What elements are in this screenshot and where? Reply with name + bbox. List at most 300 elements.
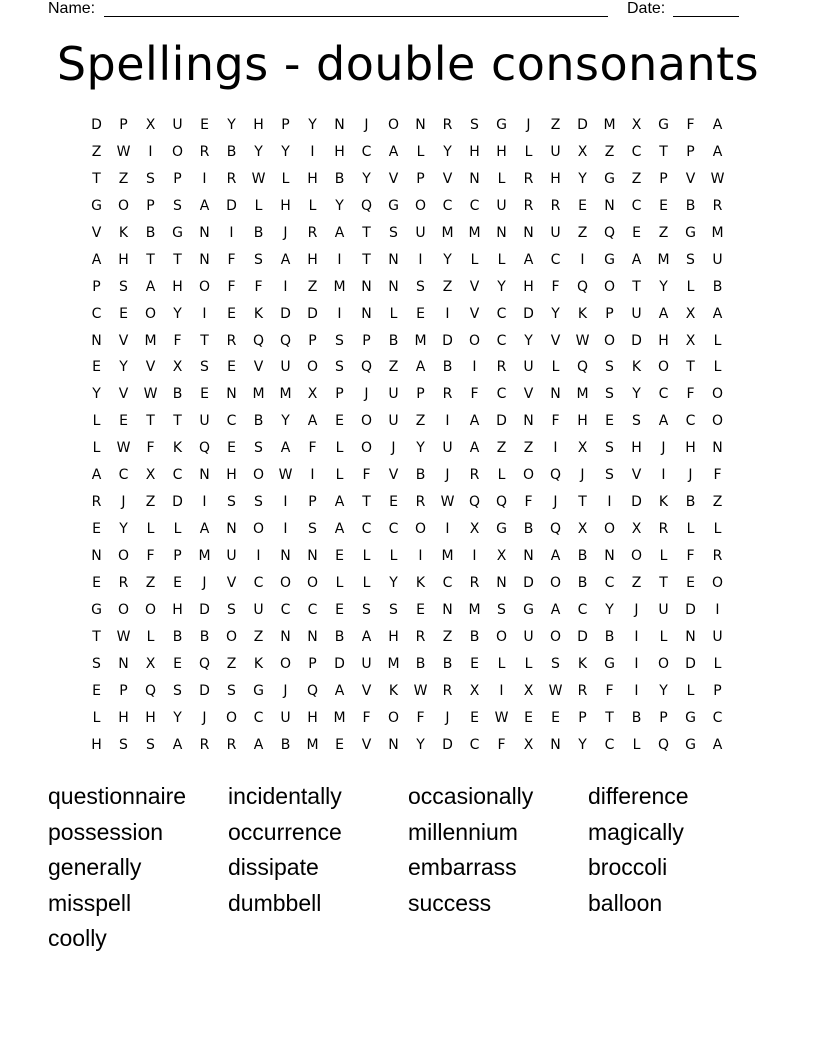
grid-letter: P bbox=[308, 494, 317, 511]
grid-letter: A bbox=[334, 682, 345, 699]
grid-letter: P bbox=[119, 117, 128, 133]
grid-letter: X bbox=[145, 467, 156, 484]
grid-letter: K bbox=[388, 682, 399, 699]
grid-letter: L bbox=[497, 170, 506, 187]
grid-letter: A bbox=[550, 601, 561, 618]
grid-letter: E bbox=[632, 224, 641, 241]
grid-letter: M bbox=[333, 278, 346, 295]
grid-letter: S bbox=[497, 601, 506, 618]
grid-letter: S bbox=[389, 601, 398, 618]
grid-letter: N bbox=[199, 467, 210, 484]
grid-letter: X bbox=[577, 521, 588, 538]
grid-letter: H bbox=[253, 117, 264, 133]
grid-letter: D bbox=[496, 413, 507, 430]
grid-letter: X bbox=[685, 305, 696, 322]
grid-letter: E bbox=[416, 305, 425, 322]
grid-letter: N bbox=[388, 278, 399, 295]
grid-letter: K bbox=[577, 655, 588, 672]
grid-letter: I bbox=[202, 305, 207, 322]
grid-letter: H bbox=[307, 709, 318, 726]
grid-letter: X bbox=[496, 548, 507, 564]
grid-letter: M bbox=[387, 655, 400, 672]
grid-letter: C bbox=[550, 251, 561, 268]
grid-letter: A bbox=[712, 117, 723, 133]
grid-letter: B bbox=[442, 655, 453, 672]
grid-letter: S bbox=[254, 440, 263, 457]
grid-letter: Z bbox=[712, 494, 723, 511]
grid-letter: Z bbox=[442, 278, 453, 295]
grid-letter: V bbox=[469, 305, 480, 322]
grid-letter: C bbox=[658, 386, 669, 403]
grid-letter: T bbox=[659, 574, 668, 591]
grid-letter: N bbox=[334, 117, 345, 133]
grid-letter: H bbox=[496, 143, 507, 160]
grid-letter: I bbox=[310, 467, 315, 484]
grid-letter: Z bbox=[415, 413, 426, 430]
grid-letter: O bbox=[198, 278, 211, 295]
grid-letter: Z bbox=[604, 143, 615, 160]
word-list-item: incidentally bbox=[228, 783, 342, 809]
grid-letter: X bbox=[172, 359, 183, 376]
grid-letter: E bbox=[119, 305, 128, 322]
grid-letter: N bbox=[199, 224, 210, 241]
grid-letter: X bbox=[577, 143, 588, 160]
grid-letter: I bbox=[634, 655, 639, 672]
grid-letter: M bbox=[252, 386, 265, 403]
grid-letter: J bbox=[526, 117, 531, 133]
grid-letter: Q bbox=[576, 278, 589, 295]
grid-letter: R bbox=[118, 574, 129, 591]
grid-letter: S bbox=[605, 467, 614, 484]
grid-letter: I bbox=[661, 467, 666, 484]
grid-letter: T bbox=[362, 494, 371, 511]
grid-letter: B bbox=[604, 628, 615, 645]
grid-letter: U bbox=[415, 224, 426, 241]
grid-letter: E bbox=[92, 574, 101, 591]
grid-letter: M bbox=[414, 332, 427, 349]
grid-letter: F bbox=[227, 278, 236, 295]
grid-letter: D bbox=[226, 197, 237, 214]
grid-letter: R bbox=[658, 521, 669, 538]
grid-letter: A bbox=[199, 197, 210, 214]
grid-row bbox=[83, 275, 733, 302]
grid-letter: E bbox=[92, 521, 101, 538]
grid-letter: A bbox=[361, 628, 372, 645]
grid-letter: C bbox=[118, 467, 129, 484]
grid-letter: X bbox=[469, 521, 480, 538]
grid-letter: S bbox=[335, 332, 344, 349]
grid-letter: S bbox=[173, 197, 182, 214]
grid-letter: K bbox=[658, 494, 669, 511]
grid-letter: Q bbox=[306, 682, 319, 699]
grid-letter: O bbox=[603, 278, 616, 295]
date-label: Date: bbox=[627, 0, 666, 17]
grid-letter: Z bbox=[631, 170, 642, 187]
grid-letter: D bbox=[631, 494, 642, 511]
grid-letter: B bbox=[226, 143, 237, 160]
grid-letter: L bbox=[497, 655, 506, 672]
grid-letter: H bbox=[226, 467, 237, 484]
grid-row bbox=[83, 679, 733, 706]
grid-letter: I bbox=[283, 494, 288, 511]
grid-letter: Y bbox=[92, 386, 101, 403]
grid-letter: H bbox=[550, 170, 561, 187]
grid-letter: A bbox=[631, 251, 642, 268]
grid-letter: N bbox=[361, 278, 372, 295]
grid-letter: E bbox=[119, 413, 128, 430]
grid-letter: T bbox=[659, 143, 668, 160]
grid-letter: C bbox=[226, 413, 237, 430]
grid-letter: Q bbox=[549, 467, 562, 484]
grid-letter: A bbox=[145, 278, 156, 295]
grid-letter: O bbox=[603, 521, 616, 538]
grid-letter: N bbox=[91, 332, 102, 349]
word-list-item: success bbox=[408, 889, 492, 916]
word-list-item: possession bbox=[48, 818, 164, 845]
grid-letter: A bbox=[658, 413, 669, 430]
grid-letter: T bbox=[578, 494, 587, 511]
grid-letter: W bbox=[710, 170, 725, 187]
grid-letter: O bbox=[360, 413, 373, 430]
grid-letter: M bbox=[441, 224, 454, 241]
grid-letter: Z bbox=[631, 574, 642, 591]
grid-letter: R bbox=[712, 548, 723, 564]
grid-letter: O bbox=[225, 709, 238, 726]
grid-letter: C bbox=[685, 413, 696, 430]
grid-letter: F bbox=[713, 467, 722, 484]
grid-letter: M bbox=[468, 601, 481, 618]
word-list-item: misspell bbox=[48, 889, 132, 916]
grid-letter: M bbox=[468, 224, 481, 241]
grid-letter: Y bbox=[551, 305, 560, 322]
grid-letter: C bbox=[442, 197, 453, 214]
grid-letter: N bbox=[550, 386, 561, 403]
grid-letter: P bbox=[416, 386, 425, 403]
grid-letter: N bbox=[226, 521, 237, 538]
word-list-item: questionnaire bbox=[48, 783, 187, 809]
grid-row bbox=[83, 733, 733, 760]
grid-letter: A bbox=[334, 224, 345, 241]
grid-letter: J bbox=[283, 224, 288, 241]
grid-letter: N bbox=[685, 628, 696, 645]
grid-letter: U bbox=[658, 601, 669, 618]
grid-letter: D bbox=[199, 682, 210, 699]
grid-letter: E bbox=[173, 574, 182, 591]
grid-letter: I bbox=[283, 278, 288, 295]
grid-letter: F bbox=[551, 413, 560, 430]
word-list-item: coolly bbox=[48, 925, 107, 951]
grid-letter: Z bbox=[496, 440, 507, 457]
grid-letter: I bbox=[472, 548, 477, 564]
grid-letter: A bbox=[253, 736, 264, 753]
grid-row bbox=[83, 625, 733, 652]
grid-letter: P bbox=[335, 386, 344, 403]
grid-letter: I bbox=[337, 305, 342, 322]
grid-letter: J bbox=[580, 467, 585, 484]
grid-letter: O bbox=[306, 359, 319, 376]
grid-letter: M bbox=[144, 332, 157, 349]
grid-letter: N bbox=[280, 548, 291, 564]
grid-letter: R bbox=[712, 197, 723, 214]
word-list-item: millennium bbox=[408, 818, 518, 845]
grid-letter: B bbox=[334, 170, 345, 187]
grid-letter: L bbox=[254, 197, 263, 214]
grid-letter: W bbox=[278, 467, 293, 484]
grid-letter: V bbox=[388, 467, 399, 484]
grid-letter: E bbox=[470, 709, 479, 726]
grid-letter: F bbox=[173, 332, 182, 349]
grid-letter: E bbox=[200, 386, 209, 403]
grid-letter: S bbox=[119, 736, 128, 753]
grid-letter: I bbox=[148, 143, 153, 160]
grid-letter: S bbox=[686, 251, 695, 268]
grid-letter: U bbox=[496, 197, 507, 214]
grid-letter: H bbox=[91, 736, 102, 753]
grid-letter: E bbox=[605, 413, 614, 430]
grid-row bbox=[83, 463, 733, 490]
grid-letter: N bbox=[496, 224, 507, 241]
grid-letter: Q bbox=[468, 494, 481, 511]
grid-letter: U bbox=[226, 548, 237, 564]
grid-letter: U bbox=[199, 413, 210, 430]
name-field-line[interactable] bbox=[104, 0, 608, 17]
grid-letter: M bbox=[306, 736, 319, 753]
grid-letter: R bbox=[442, 682, 453, 699]
grid-letter: R bbox=[523, 170, 534, 187]
grid-letter: R bbox=[496, 359, 507, 376]
grid-letter: A bbox=[712, 305, 723, 322]
grid-letter: L bbox=[308, 197, 317, 214]
grid-letter: Z bbox=[442, 628, 453, 645]
word-list-item: dissipate bbox=[228, 854, 319, 880]
grid-letter: A bbox=[712, 143, 723, 160]
grid-letter: Y bbox=[362, 170, 371, 187]
grid-letter: D bbox=[307, 305, 318, 322]
word-list-item: difference bbox=[588, 783, 689, 809]
grid-letter: B bbox=[577, 574, 588, 591]
grid-letter: W bbox=[548, 682, 563, 699]
grid-letter: E bbox=[524, 709, 533, 726]
grid-letter: A bbox=[280, 251, 291, 268]
grid-letter: P bbox=[605, 305, 614, 322]
grid-letter: V bbox=[361, 736, 372, 753]
grid-letter: B bbox=[172, 628, 183, 645]
grid-letter: E bbox=[335, 548, 344, 564]
grid-letter: I bbox=[445, 413, 450, 430]
grid-letter: Y bbox=[632, 386, 641, 403]
grid-letter: B bbox=[253, 413, 264, 430]
grid-letter: D bbox=[685, 601, 696, 618]
grid-letter: Y bbox=[119, 359, 128, 376]
grid-letter: R bbox=[469, 467, 480, 484]
grid-letter: U bbox=[172, 117, 183, 133]
grid-letter: A bbox=[280, 440, 291, 457]
grid-letter: B bbox=[388, 332, 399, 349]
grid-letter: W bbox=[116, 440, 131, 457]
grid-letter: J bbox=[364, 386, 369, 403]
grid-letter: V bbox=[118, 386, 129, 403]
grid-letter: I bbox=[499, 682, 504, 699]
grid-letter: H bbox=[469, 143, 480, 160]
grid-letter: R bbox=[307, 224, 318, 241]
grid-letter: F bbox=[362, 467, 371, 484]
grid-row bbox=[83, 436, 733, 463]
grid-row bbox=[83, 167, 733, 194]
grid-letter: F bbox=[146, 440, 155, 457]
grid-letter: A bbox=[307, 413, 318, 430]
grid-letter: Y bbox=[119, 521, 128, 538]
grid-letter: I bbox=[715, 601, 720, 618]
grid-letter: S bbox=[200, 359, 209, 376]
grid-letter: C bbox=[631, 197, 642, 214]
grid-letter: B bbox=[199, 628, 210, 645]
grid-letter: O bbox=[522, 467, 535, 484]
grid-letter: E bbox=[470, 655, 479, 672]
grid-letter: N bbox=[712, 440, 723, 457]
grid-letter: Y bbox=[227, 117, 236, 133]
grid-letter: Y bbox=[605, 601, 614, 618]
grid-letter: R bbox=[550, 197, 561, 214]
grid-letter: P bbox=[119, 682, 128, 699]
grid-letter: C bbox=[280, 601, 291, 618]
grid-letter: C bbox=[361, 143, 372, 160]
grid-letter: G bbox=[685, 736, 696, 753]
grid-letter: S bbox=[227, 494, 236, 511]
grid-letter: N bbox=[199, 251, 210, 268]
grid-letter: M bbox=[333, 709, 346, 726]
grid-row bbox=[83, 598, 733, 625]
grid-letter: L bbox=[497, 467, 506, 484]
grid-letter: L bbox=[686, 278, 695, 295]
grid-letter: N bbox=[550, 736, 561, 753]
grid-letter: H bbox=[388, 628, 399, 645]
grid-letter: X bbox=[523, 682, 534, 699]
grid-letter: T bbox=[605, 709, 614, 726]
grid-letter: S bbox=[146, 736, 155, 753]
word-list-item: embarrass bbox=[408, 854, 517, 880]
grid-letter: V bbox=[550, 332, 561, 349]
grid-letter: Z bbox=[145, 574, 156, 591]
grid-letter: D bbox=[577, 117, 588, 133]
grid-letter: A bbox=[469, 413, 480, 430]
grid-letter: M bbox=[576, 386, 589, 403]
grid-letter: G bbox=[685, 224, 696, 241]
grid-letter: Y bbox=[659, 682, 668, 699]
grid-letter: T bbox=[173, 413, 182, 430]
grid-letter: R bbox=[226, 170, 237, 187]
grid-letter: U bbox=[253, 601, 264, 618]
grid-letter: N bbox=[469, 170, 480, 187]
grid-letter: R bbox=[226, 736, 237, 753]
word-list-item: dumbbell bbox=[228, 889, 322, 916]
grid-letter: O bbox=[549, 574, 562, 591]
grid-letter: R bbox=[199, 736, 210, 753]
grid-letter: J bbox=[202, 574, 207, 591]
grid-letter: Z bbox=[253, 628, 264, 645]
grid-letter: O bbox=[711, 574, 724, 591]
grid-letter: S bbox=[227, 682, 236, 699]
grid-letter: P bbox=[362, 332, 371, 349]
grid-letter: C bbox=[604, 574, 615, 591]
grid-letter: C bbox=[361, 521, 372, 538]
grid-letter: A bbox=[172, 736, 183, 753]
grid-letter: C bbox=[253, 574, 264, 591]
grid-letter: I bbox=[310, 143, 315, 160]
grid-letter: F bbox=[146, 548, 155, 564]
grid-letter: O bbox=[414, 521, 427, 538]
grid-letter: S bbox=[470, 117, 479, 133]
grid-letter: S bbox=[227, 601, 236, 618]
grid-letter: L bbox=[362, 574, 371, 591]
grid-letter: P bbox=[416, 170, 425, 187]
grid-letter: B bbox=[685, 197, 696, 214]
grid-letter: Y bbox=[281, 143, 290, 160]
grid-letter: G bbox=[91, 197, 102, 214]
grid-letter: D bbox=[172, 494, 183, 511]
grid-letter: L bbox=[389, 305, 398, 322]
grid-letter: V bbox=[118, 332, 129, 349]
grid-letter: D bbox=[577, 628, 588, 645]
grid-letter: N bbox=[388, 251, 399, 268]
grid-letter: H bbox=[523, 278, 534, 295]
grid-letter: T bbox=[146, 251, 155, 268]
grid-letter: O bbox=[144, 601, 157, 618]
grid-letter: X bbox=[469, 682, 480, 699]
grid-letter: P bbox=[686, 143, 695, 160]
grid-letter: O bbox=[144, 305, 157, 322]
grid-letter: V bbox=[442, 170, 453, 187]
grid-letter: O bbox=[387, 117, 400, 133]
grid-letter: T bbox=[92, 170, 101, 187]
grid-letter: B bbox=[334, 628, 345, 645]
grid-letter: L bbox=[713, 332, 722, 349]
grid-letter: A bbox=[415, 359, 426, 376]
grid-letter: A bbox=[91, 467, 102, 484]
grid-letter: S bbox=[119, 278, 128, 295]
grid-letter: P bbox=[173, 170, 182, 187]
grid-letter: A bbox=[334, 521, 345, 538]
grid-letter: J bbox=[445, 467, 450, 484]
grid-letter: B bbox=[685, 494, 696, 511]
grid-letter: G bbox=[172, 224, 183, 241]
grid-letter: F bbox=[605, 682, 614, 699]
date-field-line[interactable] bbox=[673, 0, 739, 17]
grid-letter: C bbox=[496, 332, 507, 349]
grid-letter: B bbox=[145, 224, 156, 241]
grid-letter: N bbox=[415, 117, 426, 133]
grid-letter: G bbox=[604, 655, 615, 672]
grid-letter: W bbox=[143, 386, 158, 403]
grid-letter: S bbox=[389, 224, 398, 241]
grid-letter: Q bbox=[144, 682, 157, 699]
grid-letter: X bbox=[307, 386, 318, 403]
grid-letter: H bbox=[631, 440, 642, 457]
grid-letter: C bbox=[712, 709, 723, 726]
grid-letter: X bbox=[145, 655, 156, 672]
grid-letter: C bbox=[631, 143, 642, 160]
grid-letter: L bbox=[713, 359, 722, 376]
grid-letter: B bbox=[280, 736, 291, 753]
grid-letter: D bbox=[334, 655, 345, 672]
grid-letter: L bbox=[92, 413, 101, 430]
grid-letter: U bbox=[550, 224, 561, 241]
grid-letter: C bbox=[307, 601, 318, 618]
grid-letter: H bbox=[145, 709, 156, 726]
grid-letter: C bbox=[253, 709, 264, 726]
letter-grid bbox=[83, 113, 733, 760]
grid-letter: G bbox=[91, 601, 102, 618]
grid-letter: K bbox=[415, 574, 426, 591]
